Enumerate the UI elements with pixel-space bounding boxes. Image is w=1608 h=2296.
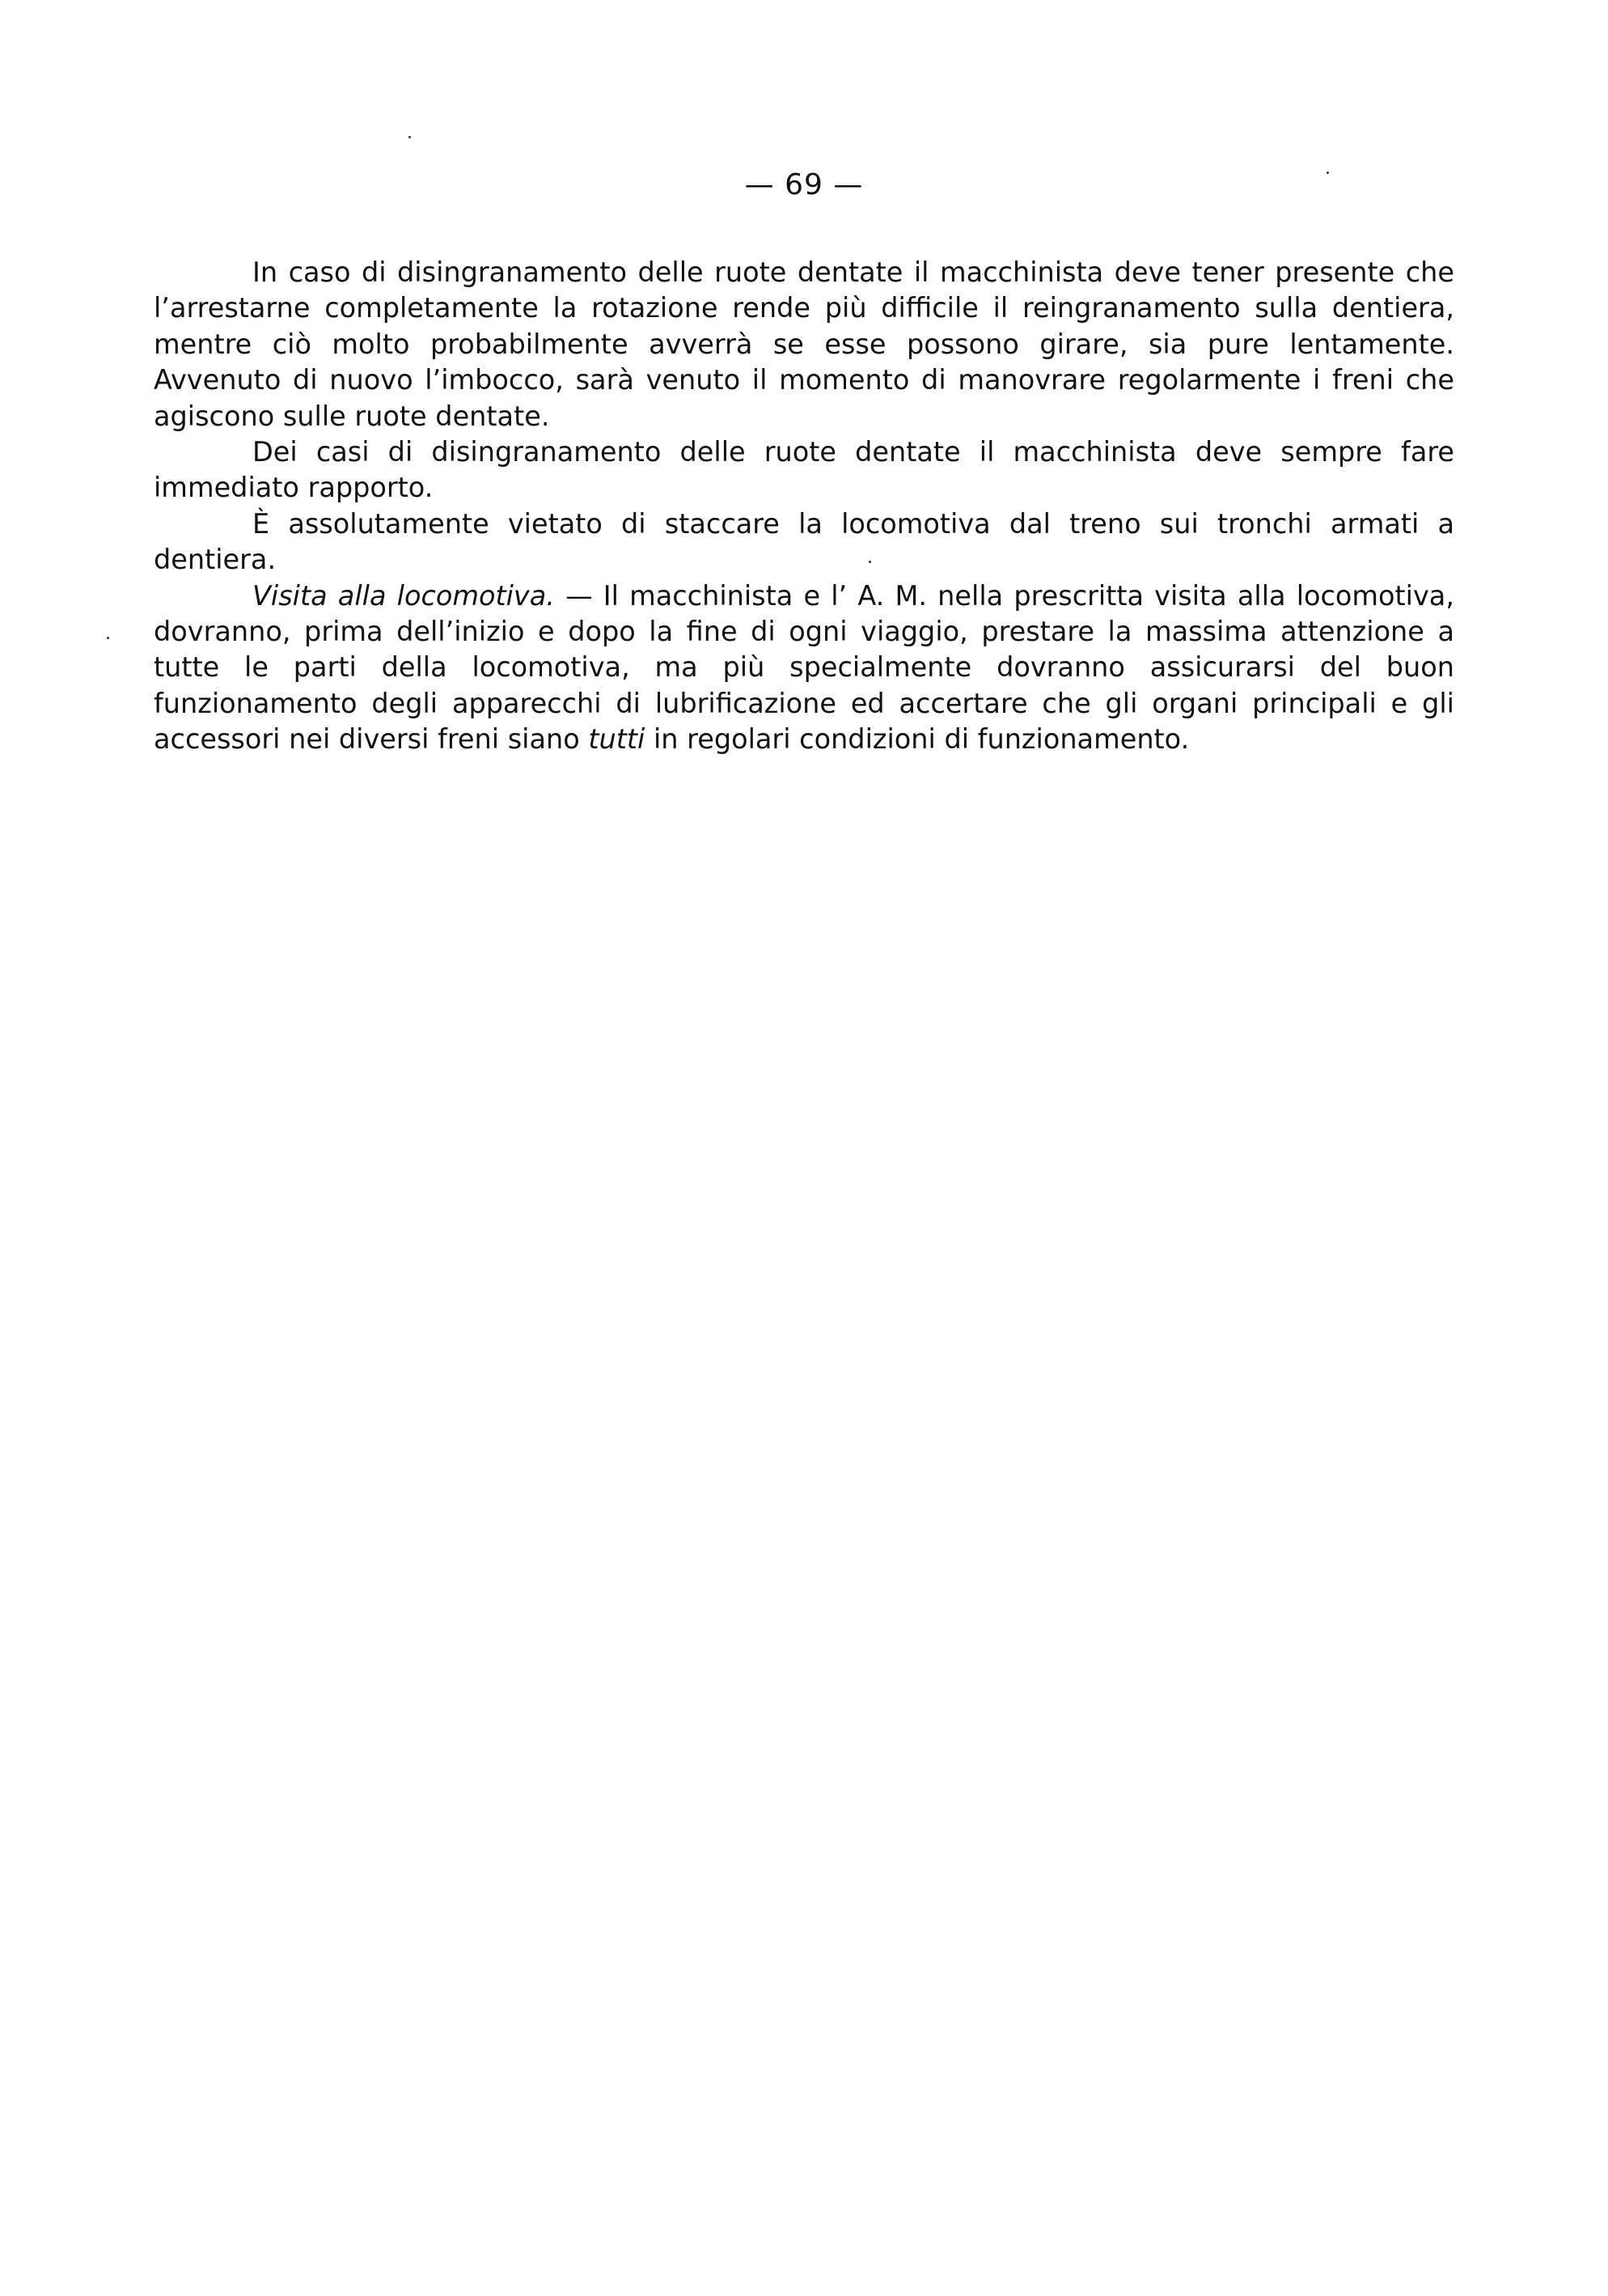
scan-speck	[1327, 172, 1329, 174]
scan-speck	[869, 561, 871, 563]
inspection-text-part-2: in regolari condizioni di funzionamento.	[645, 723, 1190, 756]
paragraph-disengagement: In caso di disingranamento delle ruote dentate il macchinista deve tener presente che l’arrestarne completamente la rotazione rende più difficile il reingranamento sulla dentiera, mentre ciò molto probabilmente avverrà se esse possono girare, sia pure lentamente. Avvenuto di nuovo l’imbocco, sarà venuto il momento di manovrare regolarmente i freni che agiscono sulle ruote dentate.	[154, 256, 1454, 432]
scan-speck	[107, 637, 109, 639]
paragraph-prohibition: È assolutamente vietato di staccare la locomotiva dal treno sui tronchi armati a dentiera.	[154, 507, 1454, 576]
page-number: — 69 —	[744, 168, 864, 201]
paragraph-report: Dei casi di disingranamento delle ruote dentate il macchinista deve sempre fare immediato rapporto.	[154, 436, 1454, 504]
inspection-text-part-1: — Il macchinista e l’ A. M. nella prescritta visita alla locomotiva, dovranno, prima dell’inizio e dopo la fine di ogni viaggio, prestare la massima attenzione a tutte le parti della locomotiva, ma più specialmente dovranno assicurarsi del buon funzionamento degli apparecchi di lubrificazione ed accertare che gli organi principali e gli accessori nei diversi freni siano	[154, 579, 1454, 756]
section-heading: Visita alla locomotiva.	[252, 579, 555, 612]
body-text	[154, 255, 1454, 758]
scan-speck	[408, 136, 411, 138]
emphasized-word: tutti	[588, 723, 645, 756]
paragraph-inspection	[154, 578, 1454, 758]
